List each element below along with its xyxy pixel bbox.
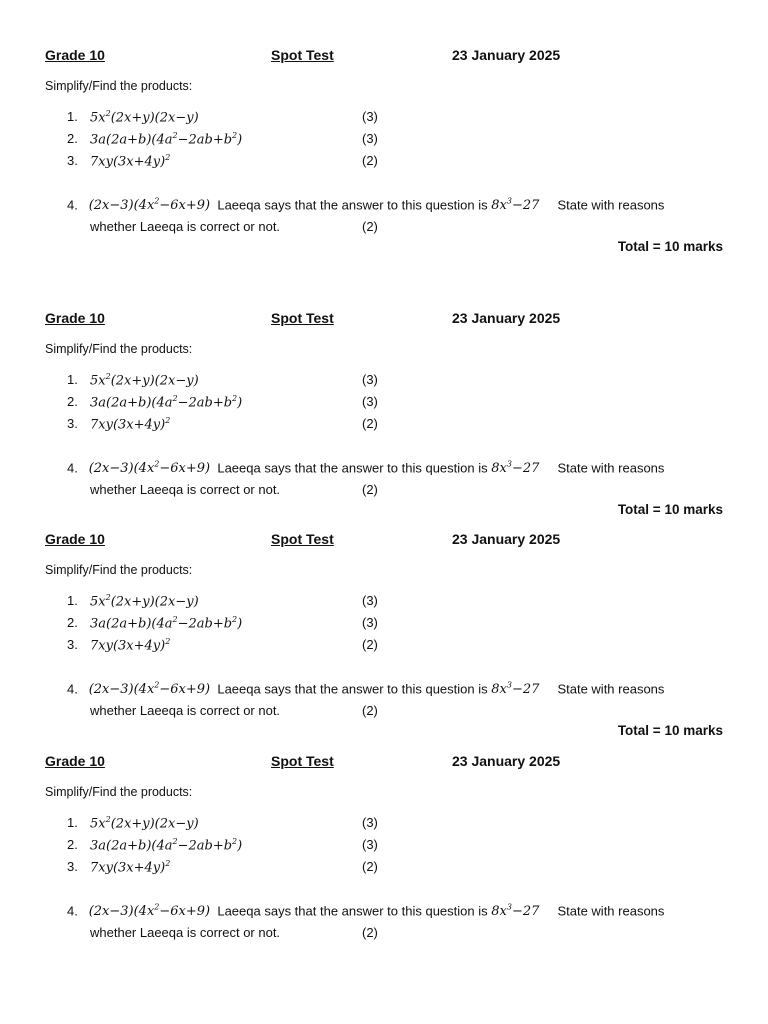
question-number: 1.	[67, 109, 78, 124]
question-number: 1.	[67, 815, 78, 830]
instruction: Simplify/Find the products:	[45, 785, 193, 799]
question-text-3: whether Laeeqa is correct or not.	[90, 219, 281, 234]
question-4-line-2	[90, 482, 378, 497]
question-number: 2.	[67, 394, 78, 409]
test-title: Spot Test	[271, 310, 334, 326]
question-number: 4.	[67, 197, 78, 213]
question-text: Laeeqa says that the answer to this question is	[217, 903, 488, 919]
question-expression: $5x^2(2x+y)(2x-y)$	[90, 815, 199, 832]
question-text-2: State with reasons	[557, 681, 665, 697]
question-expression: $5x^2(2x+y)(2x-y)$	[90, 593, 199, 610]
question-expression: $3a(2a+b)(4a^2-2ab+b^2)$	[90, 394, 243, 411]
question-expression: $5x^2(2x+y)(2x-y)$	[90, 109, 199, 126]
instruction: Simplify/Find the products:	[45, 563, 193, 577]
test-title: Spot Test	[271, 753, 334, 769]
question-text-2: State with reasons	[557, 903, 665, 919]
question-text-2: State with reasons	[557, 460, 665, 476]
question-marks: (3)	[362, 815, 378, 830]
test-block-2	[0, 310, 768, 517]
question-4	[67, 903, 664, 919]
question-number: 2.	[67, 131, 78, 146]
question-4-line-2	[90, 703, 378, 718]
test-date: 23 January 2025	[452, 753, 561, 769]
test-block-1	[0, 47, 768, 254]
question-expression: $(2x-3)(4x^2-6x+9)$	[88, 903, 211, 920]
question-text-3: whether Laeeqa is correct or not.	[90, 703, 281, 718]
question-expression: $(2x-3)(4x^2-6x+9)$	[88, 197, 211, 214]
question-expression: $5x^2(2x+y)(2x-y)$	[90, 372, 199, 389]
question-marks: (2)	[362, 859, 378, 874]
question-expression: $7xy(3x+4y)^2$	[90, 637, 171, 654]
question-marks: (2)	[362, 703, 378, 718]
question-marks: (3)	[362, 593, 378, 608]
question-4	[67, 460, 664, 476]
claimed-answer: $8x^3-27$	[491, 903, 540, 920]
question-number: 2.	[67, 837, 78, 852]
test-block-4	[0, 753, 768, 953]
grade-heading: Grade 10	[45, 310, 105, 326]
grade-heading: Grade 10	[45, 531, 105, 547]
question-4-line-2	[90, 219, 378, 234]
instruction: Simplify/Find the products:	[45, 79, 193, 93]
question-number: 3.	[67, 416, 78, 431]
grade-heading: Grade 10	[45, 47, 105, 63]
claimed-answer: $8x^3-27$	[491, 681, 540, 698]
question-marks: (3)	[362, 394, 378, 409]
question-marks: (2)	[362, 637, 378, 652]
question-marks: (2)	[362, 482, 378, 497]
grade-heading: Grade 10	[45, 753, 105, 769]
question-expression: $3a(2a+b)(4a^2-2ab+b^2)$	[90, 615, 243, 632]
question-marks: (2)	[362, 416, 378, 431]
question-number: 1.	[67, 593, 78, 608]
test-date: 23 January 2025	[452, 310, 561, 326]
question-text-3: whether Laeeqa is correct or not.	[90, 482, 281, 497]
question-expression: $7xy(3x+4y)^2$	[90, 153, 171, 170]
question-number: 3.	[67, 153, 78, 168]
question-4	[67, 197, 664, 213]
question-number: 4.	[67, 681, 78, 697]
question-marks: (3)	[362, 615, 378, 630]
question-marks: (3)	[362, 109, 378, 124]
question-text: Laeeqa says that the answer to this question is	[217, 460, 488, 476]
question-text: Laeeqa says that the answer to this question is	[217, 681, 488, 697]
question-marks: (2)	[362, 153, 378, 168]
question-number: 4.	[67, 903, 78, 919]
question-number: 3.	[67, 637, 78, 652]
total-marks: Total = 10 marks	[617, 502, 723, 517]
question-expression: $3a(2a+b)(4a^2-2ab+b^2)$	[90, 837, 243, 854]
total-marks: Total = 10 marks	[617, 239, 723, 254]
question-number: 1.	[67, 372, 78, 387]
question-expression: $7xy(3x+4y)^2$	[90, 416, 171, 433]
claimed-answer: $8x^3-27$	[491, 460, 540, 477]
question-number: 4.	[67, 460, 78, 476]
question-4-line-2	[90, 925, 378, 940]
question-text: Laeeqa says that the answer to this question is	[217, 197, 488, 213]
question-marks: (3)	[362, 372, 378, 387]
question-expression: $(2x-3)(4x^2-6x+9)$	[88, 681, 211, 698]
test-date: 23 January 2025	[452, 531, 561, 547]
test-block-3	[0, 531, 768, 738]
question-expression: $7xy(3x+4y)^2$	[90, 859, 171, 876]
test-title: Spot Test	[271, 47, 334, 63]
test-title: Spot Test	[271, 531, 334, 547]
instruction: Simplify/Find the products:	[45, 342, 193, 356]
question-expression: $3a(2a+b)(4a^2-2ab+b^2)$	[90, 131, 243, 148]
question-4	[67, 681, 664, 697]
question-marks: (3)	[362, 837, 378, 852]
question-expression: $(2x-3)(4x^2-6x+9)$	[88, 460, 211, 477]
claimed-answer: $8x^3-27$	[491, 197, 540, 214]
test-date: 23 January 2025	[452, 47, 561, 63]
question-number: 3.	[67, 859, 78, 874]
total-marks: Total = 10 marks	[617, 723, 723, 738]
question-marks: (2)	[362, 219, 378, 234]
question-marks: (3)	[362, 131, 378, 146]
question-number: 2.	[67, 615, 78, 630]
question-text-3: whether Laeeqa is correct or not.	[90, 925, 281, 940]
question-text-2: State with reasons	[557, 197, 665, 213]
question-marks: (2)	[362, 925, 378, 940]
